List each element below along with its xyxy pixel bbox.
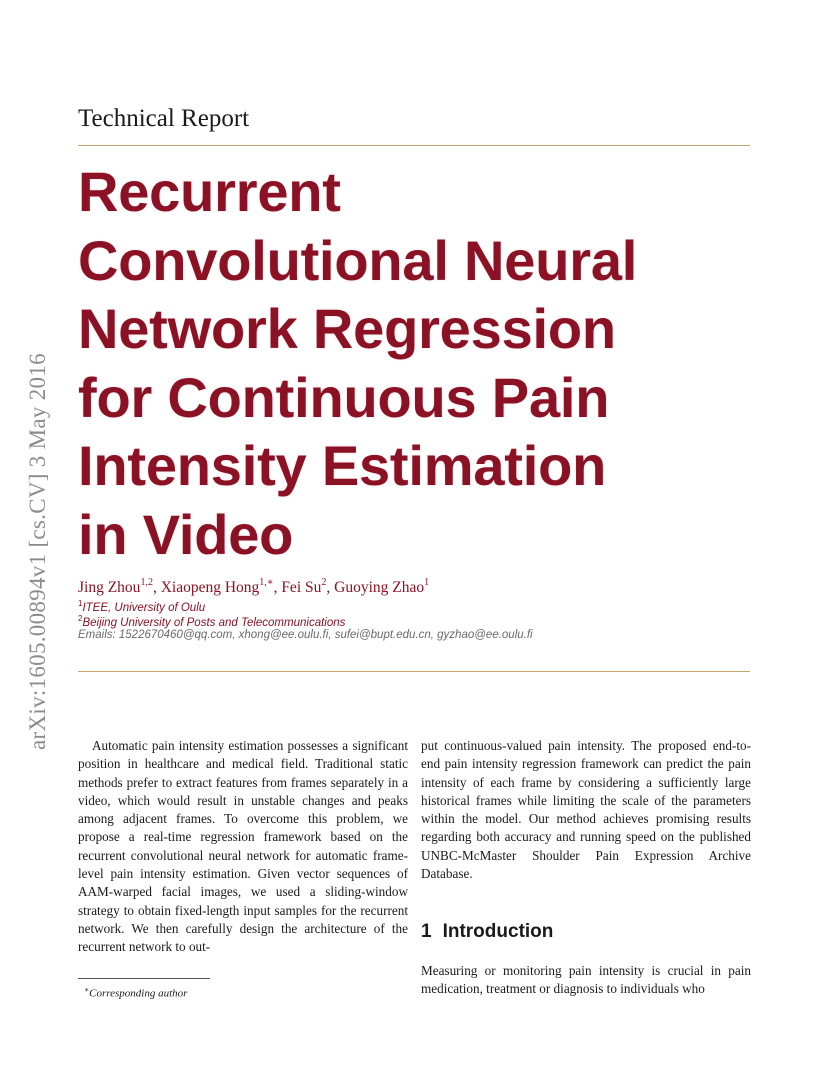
author-affiliation-mark: 1,2 bbox=[140, 576, 153, 588]
author-separator: , bbox=[273, 579, 282, 596]
abstract-left-column: Automatic pain intensity estimation possesses a significant position in healthcare and medical field. Traditional static methods prefer to extract features from frames separately in a video, which would result in unstable changes and peaks among adjacent frames. To overcome this problem, we propose a real-time regression framework based on the recurrent convolutional neural network for automatic frame-level pain intensity estimation. Given vector sequences of AAM-warped facial images, we used a sliding-window strategy to obtain fixed-length input samples for the recurrent network. We then carefully design the architecture of the recurrent network to out- bbox=[78, 738, 408, 955]
author-name: Xiaopeng Hong bbox=[160, 579, 260, 596]
author-name: Guoying Zhao bbox=[334, 579, 425, 596]
affiliation-number: 1 bbox=[78, 599, 83, 608]
paper-title bbox=[78, 158, 768, 569]
footnote-mark: ∗ bbox=[84, 985, 90, 994]
author-separator: , bbox=[152, 579, 161, 596]
header-rule bbox=[78, 145, 750, 146]
title-line: for Continuous Pain bbox=[78, 365, 610, 429]
author-affiliation-mark: 2 bbox=[321, 576, 327, 588]
footnote-text: Corresponding author bbox=[89, 987, 188, 1000]
arxiv-identifier-stamp: arXiv:1605.00894v1 [cs.CV] 3 May 2016 bbox=[25, 353, 50, 750]
author-affiliation-mark: 1,∗ bbox=[259, 576, 274, 588]
title-line: Recurrent bbox=[78, 160, 341, 223]
author-affiliation-mark: 1 bbox=[424, 576, 430, 588]
author-separator: , bbox=[326, 579, 335, 596]
affiliation-text: Beijing University of Posts and Telecommunications bbox=[82, 616, 346, 629]
report-label: Technical Report bbox=[78, 105, 250, 132]
title-line: in Video bbox=[78, 502, 294, 566]
footnote bbox=[84, 983, 187, 1001]
footnote-rule bbox=[78, 978, 210, 979]
section-heading-introduction bbox=[421, 920, 553, 944]
title-line: Network Regression bbox=[78, 297, 616, 360]
author-list bbox=[78, 578, 429, 598]
author-name: Fei Su bbox=[281, 579, 322, 596]
title-line: Convolutional Neural bbox=[78, 228, 638, 292]
author-name: Jing Zhou bbox=[78, 579, 141, 596]
title-block-rule bbox=[78, 671, 750, 672]
title-line: Intensity Estimation bbox=[78, 434, 607, 497]
section-title: Introduction bbox=[442, 921, 554, 942]
affiliation-text: ITEE, University of Oulu bbox=[82, 601, 206, 614]
affiliation-number: 2 bbox=[78, 614, 83, 623]
section-number: 1 bbox=[421, 921, 432, 942]
introduction-text: Measuring or monitoring pain intensity is crucial in pain medication, treatment or diagnosis to individuals who bbox=[421, 963, 751, 997]
abstract-right-column: put continuous-valued pain intensity. The proposed end-to-end pain intensity regression framework can predict the pain intensity of each frame by considering a sufficiently large historical frames while limiting the scale of the parameters within the model. Our method achieves promising results regarding both accuracy and running speed on the published UNBC-McMaster Shoulder Pain Expression Archive Database. bbox=[421, 738, 751, 882]
author-emails: Emails: 1522670460@qq.com, xhong@ee.oulu.fi, sufei@bupt.edu.cn, gyzhao@ee.oulu.fi bbox=[78, 629, 533, 641]
